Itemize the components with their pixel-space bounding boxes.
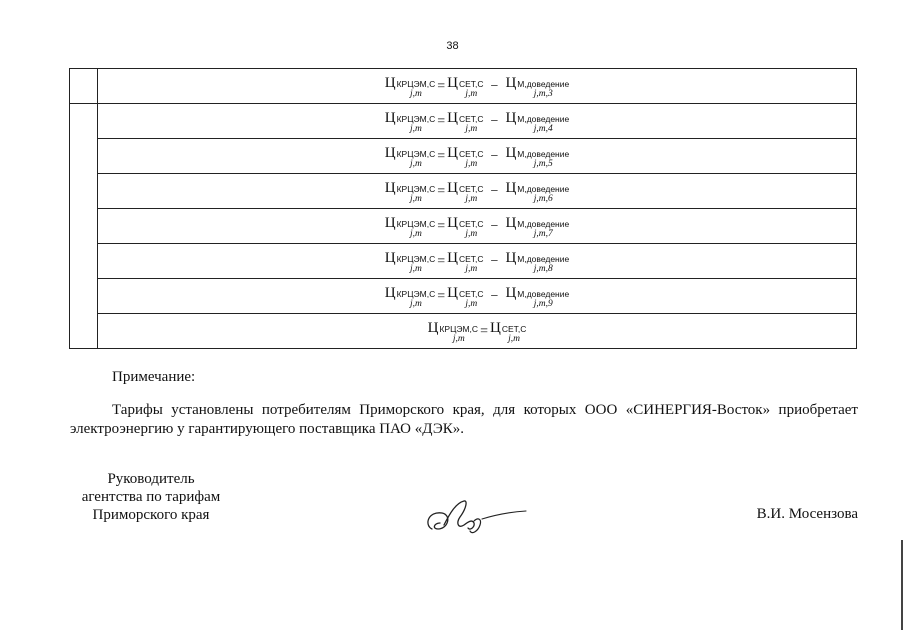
price-symbol: Ц — [505, 109, 517, 126]
price-symbol: Ц — [447, 109, 458, 126]
rhs-term — [490, 321, 526, 344]
page-number: 38 — [446, 40, 459, 52]
rhs-term — [447, 286, 483, 309]
formula-cell — [98, 314, 857, 349]
price-symbol: Ц — [384, 179, 396, 196]
rhs-term — [447, 181, 483, 204]
formula — [428, 321, 527, 344]
subscript: j,m — [409, 123, 422, 134]
superscript: СЕТ,С — [501, 323, 527, 334]
formula-cell — [98, 174, 857, 209]
formula — [385, 181, 569, 204]
subtracted-term — [505, 216, 569, 239]
minus-sign: − — [490, 79, 499, 94]
formula — [385, 76, 569, 99]
subscript: j,m — [465, 263, 478, 274]
superscript: СЕТ,С — [458, 288, 484, 299]
subscript: j,m — [508, 333, 521, 344]
subscript: j,m — [465, 228, 478, 239]
lhs-term — [428, 321, 478, 344]
superscript: М,доведение — [517, 218, 570, 229]
index-stack — [459, 289, 484, 309]
minus-sign: − — [490, 219, 499, 234]
subscript: j,m,7 — [533, 228, 553, 239]
superscript: КРЦЭМ,С — [439, 323, 479, 334]
superscript: М,доведение — [517, 78, 570, 89]
row-index-cell — [70, 174, 98, 209]
price-symbol: Ц — [489, 319, 501, 336]
row-index-cell — [70, 69, 98, 104]
subscript: j,m,3 — [533, 88, 553, 99]
rhs-term — [447, 251, 483, 274]
index-stack — [502, 324, 527, 344]
rhs-term — [447, 146, 483, 169]
subscript: j,m — [409, 158, 422, 169]
equals-sign: = — [437, 219, 446, 234]
formula — [385, 251, 569, 274]
superscript: СЕТ,С — [458, 78, 484, 89]
price-symbol: Ц — [505, 249, 517, 266]
index-stack — [517, 184, 569, 204]
lhs-term — [385, 251, 435, 274]
formula-row — [70, 279, 857, 314]
formula-cell — [98, 139, 857, 174]
row-index-cell — [70, 209, 98, 244]
superscript: КРЦЭМ,С — [396, 288, 436, 299]
lhs-term — [385, 146, 435, 169]
subscript: j,m — [409, 193, 422, 204]
superscript: М,доведение — [517, 113, 570, 124]
subscript: j,m — [452, 333, 465, 344]
formula — [385, 286, 569, 309]
subscript: j,m,8 — [533, 263, 553, 274]
subscript: j,m — [409, 88, 422, 99]
signer-position-line: Приморского края — [92, 507, 210, 523]
price-symbol: Ц — [447, 284, 458, 301]
index-stack — [459, 114, 484, 134]
lhs-term — [385, 111, 435, 134]
signature-block-title — [76, 470, 226, 524]
price-symbol: Ц — [384, 249, 396, 266]
subtracted-term — [505, 76, 569, 99]
formula-row — [70, 104, 857, 139]
rhs-term — [447, 76, 483, 99]
signer-position-line: агентства по тарифам — [81, 489, 221, 505]
equals-sign: = — [480, 324, 488, 339]
index-stack — [517, 79, 569, 99]
index-stack — [517, 289, 569, 309]
subscript: j,m — [409, 298, 422, 309]
superscript: М,доведение — [517, 253, 570, 264]
formula — [385, 216, 569, 239]
equals-sign: = — [437, 184, 446, 199]
price-symbol: Ц — [384, 144, 396, 161]
index-stack — [397, 79, 436, 99]
index-stack — [459, 219, 484, 239]
minus-sign: − — [490, 149, 499, 164]
price-symbol: Ц — [384, 74, 396, 91]
formula-cell — [98, 69, 857, 104]
minus-sign: − — [490, 114, 499, 129]
subscript: j,m — [409, 228, 422, 239]
formula-row — [70, 209, 857, 244]
superscript: КРЦЭМ,С — [396, 113, 436, 124]
superscript: СЕТ,С — [458, 253, 484, 264]
minus-sign: − — [490, 184, 499, 199]
index-stack — [459, 79, 484, 99]
note-text: Тарифы установлены потребителям Приморского края, для которых ООО «СИНЕРГИЯ-Восток» приобретает электроэнергию у гарантирующего поставщика ПАО «ДЭК». — [70, 402, 858, 437]
price-symbol: Ц — [505, 284, 517, 301]
price-symbol: Ц — [384, 109, 396, 126]
minus-sign: − — [490, 289, 499, 304]
subscript: j,m,5 — [533, 158, 553, 169]
index-stack — [517, 114, 569, 134]
index-stack — [459, 254, 484, 274]
index-stack — [397, 184, 436, 204]
superscript: СЕТ,С — [458, 113, 484, 124]
price-symbol: Ц — [447, 179, 458, 196]
signer-position-line: Руководитель — [107, 471, 195, 487]
rhs-term — [447, 111, 483, 134]
formula — [385, 146, 569, 169]
subscript: j,m,4 — [533, 123, 553, 134]
price-symbol: Ц — [384, 284, 396, 301]
index-stack — [439, 324, 478, 344]
index-stack — [397, 114, 436, 134]
formula-row — [70, 174, 857, 209]
formula — [385, 111, 569, 134]
row-index-cell — [70, 104, 98, 139]
price-symbol: Ц — [505, 179, 517, 196]
subscript: j,m — [409, 263, 422, 274]
subscript: j,m — [465, 123, 478, 134]
row-index-cell — [70, 314, 98, 349]
equals-sign: = — [437, 149, 446, 164]
subscript: j,m — [465, 158, 478, 169]
formula-row — [70, 139, 857, 174]
price-symbol: Ц — [505, 144, 517, 161]
formula-table — [69, 68, 857, 349]
subtracted-term — [505, 286, 569, 309]
superscript: СЕТ,С — [458, 183, 484, 194]
lhs-term — [385, 216, 435, 239]
superscript: М,доведение — [517, 183, 570, 194]
equals-sign: = — [437, 254, 446, 269]
subscript: j,m — [465, 88, 478, 99]
index-stack — [459, 149, 484, 169]
equals-sign: = — [437, 79, 446, 94]
lhs-term — [385, 76, 435, 99]
price-symbol: Ц — [447, 249, 458, 266]
equals-sign: = — [437, 289, 446, 304]
scan-edge-mark — [901, 540, 903, 630]
superscript: КРЦЭМ,С — [396, 253, 436, 264]
row-index-cell — [70, 139, 98, 174]
superscript: М,доведение — [517, 288, 570, 299]
subscript: j,m — [465, 193, 478, 204]
equals-sign: = — [437, 114, 446, 129]
superscript: КРЦЭМ,С — [396, 183, 436, 194]
subtracted-term — [505, 146, 569, 169]
row-index-cell — [70, 279, 98, 314]
index-stack — [517, 254, 569, 274]
price-symbol: Ц — [384, 214, 396, 231]
superscript: М,доведение — [517, 148, 570, 159]
superscript: КРЦЭМ,С — [396, 148, 436, 159]
price-symbol: Ц — [427, 319, 439, 336]
index-stack — [397, 289, 436, 309]
lhs-term — [385, 181, 435, 204]
index-stack — [397, 149, 436, 169]
price-symbol: Ц — [447, 74, 458, 91]
index-stack — [397, 254, 436, 274]
price-symbol: Ц — [447, 214, 458, 231]
index-stack — [517, 219, 569, 239]
superscript: КРЦЭМ,С — [396, 78, 436, 89]
signer-name: В.И. Мосензова — [756, 506, 858, 522]
superscript: СЕТ,С — [458, 148, 484, 159]
lhs-term — [385, 286, 435, 309]
price-symbol: Ц — [447, 144, 458, 161]
index-stack — [397, 219, 436, 239]
subscript: j,m — [465, 298, 478, 309]
subscript: j,m,9 — [533, 298, 553, 309]
formula-cell — [98, 279, 857, 314]
index-stack — [517, 149, 569, 169]
subtracted-term — [505, 181, 569, 204]
handwritten-signature — [420, 495, 530, 540]
formula-row — [70, 69, 857, 104]
minus-sign: − — [490, 254, 499, 269]
formula-row — [70, 244, 857, 279]
subtracted-term — [505, 251, 569, 274]
formula-row — [70, 314, 857, 349]
formula-cell — [98, 244, 857, 279]
subtracted-term — [505, 111, 569, 134]
subscript: j,m,6 — [533, 193, 553, 204]
price-symbol: Ц — [505, 214, 517, 231]
superscript: СЕТ,С — [458, 218, 484, 229]
row-index-cell — [70, 244, 98, 279]
formula-cell — [98, 104, 857, 139]
note-label: Примечание: — [112, 369, 196, 385]
price-symbol: Ц — [505, 74, 517, 91]
rhs-term — [447, 216, 483, 239]
superscript: КРЦЭМ,С — [396, 218, 436, 229]
formula-cell — [98, 209, 857, 244]
index-stack — [459, 184, 484, 204]
